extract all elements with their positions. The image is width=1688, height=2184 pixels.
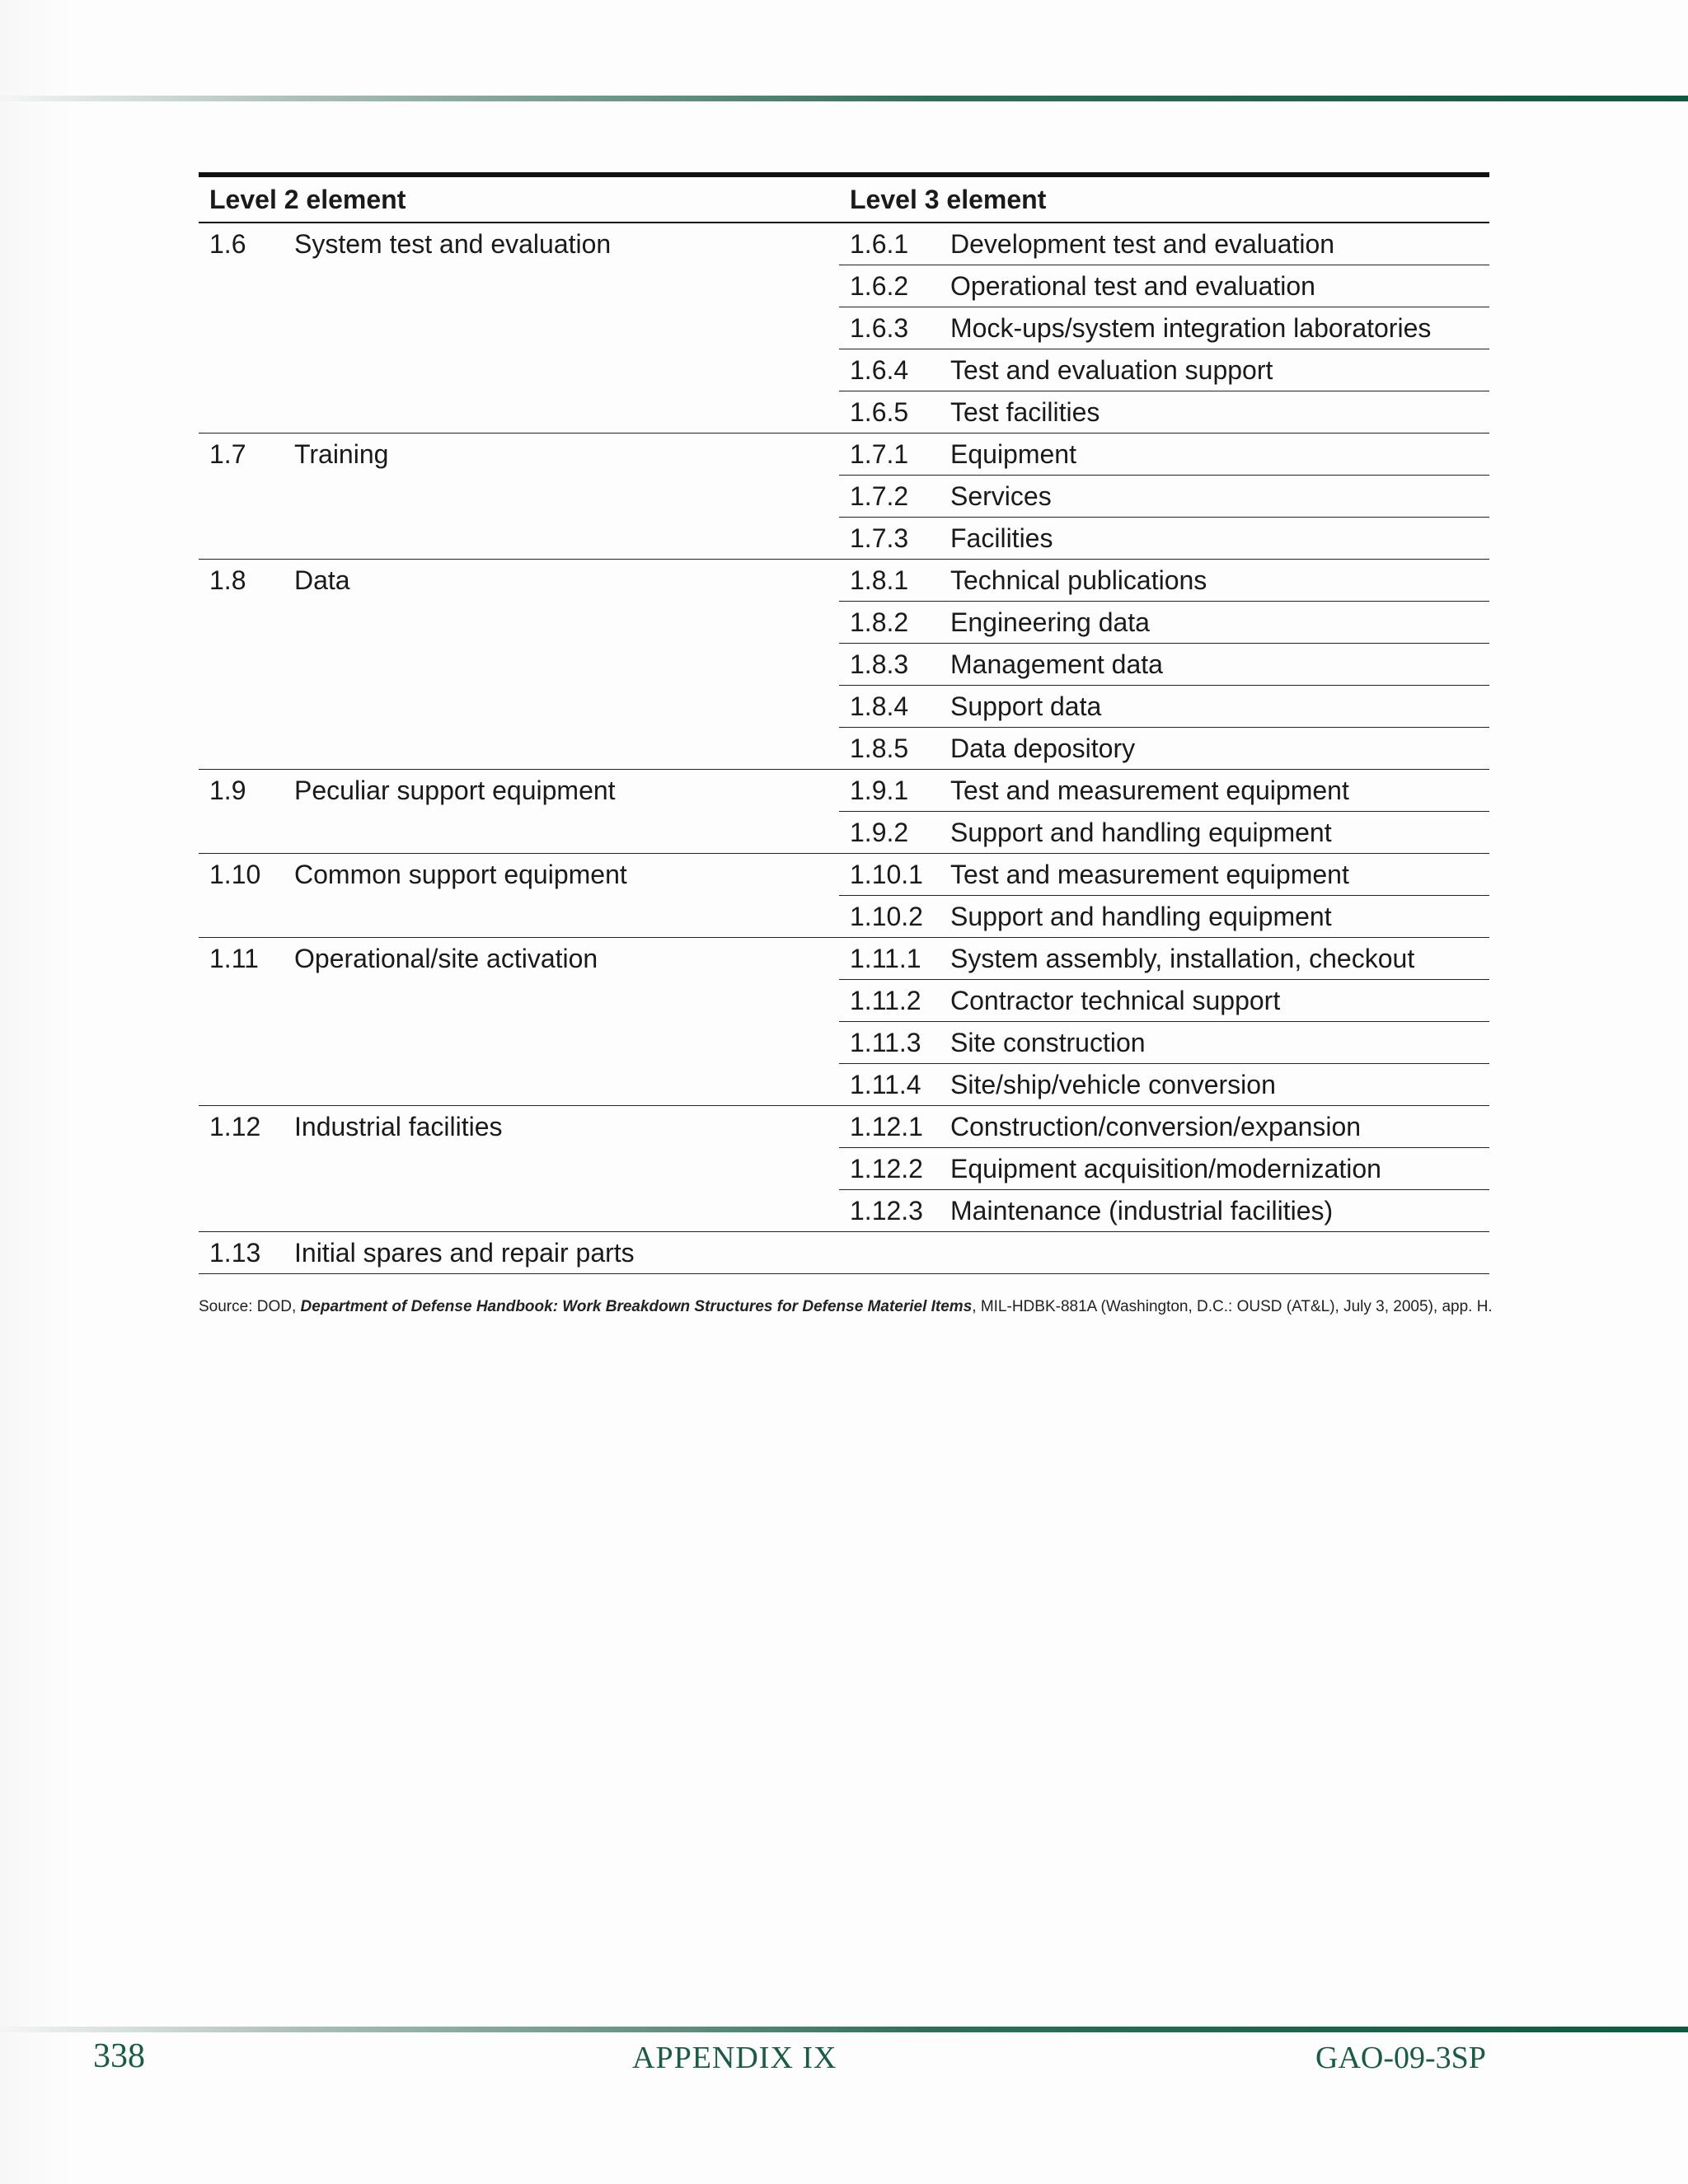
level3-cell [839, 938, 1489, 1105]
level3-cell [839, 770, 1489, 853]
table-header [199, 177, 1489, 223]
level2-cell [199, 770, 839, 853]
table-row [839, 391, 1489, 433]
table-row [839, 476, 1489, 518]
level3-name: Test and measurement equipment [950, 859, 1349, 889]
level3-name: Technical publications [950, 565, 1207, 595]
level3-name: Equipment acquisition/modernization [950, 1153, 1381, 1183]
level2-name: Common support equipment [294, 860, 627, 889]
table-row [839, 1190, 1489, 1231]
table-group [199, 434, 1489, 560]
table-row [839, 854, 1489, 896]
level3-name: Data depository [950, 733, 1136, 763]
level2-code: 1.11 [209, 944, 259, 973]
level3-name: Test and evaluation support [950, 354, 1273, 385]
footer-section: APPENDIX IX [632, 2041, 837, 2075]
table-group [199, 854, 1489, 938]
level3-code: 1.11.4 [850, 1069, 921, 1099]
level3-code: 1.9.1 [850, 775, 909, 805]
level2-code: 1.13 [209, 1238, 261, 1268]
level3-code: 1.11.2 [850, 985, 921, 1015]
header-level2: Level 2 element [209, 184, 406, 214]
level2-name: System test and evaluation [294, 229, 612, 259]
level3-name: Support and handling equipment [950, 817, 1332, 847]
table-row [839, 518, 1489, 559]
level3-name: Test facilities [950, 396, 1100, 427]
table-row [839, 434, 1489, 476]
level3-name: Mock-ups/system integration laboratories [950, 312, 1432, 343]
level2-cell [199, 223, 839, 433]
level2-name: Operational/site activation [294, 944, 598, 973]
table-group [199, 223, 1489, 434]
level3-cell [839, 560, 1489, 769]
table-row [839, 980, 1489, 1022]
level3-name: Contractor technical support [950, 985, 1281, 1015]
level3-code: 1.6.4 [850, 354, 909, 385]
table-row [839, 812, 1489, 853]
level3-code: 1.11.3 [850, 1027, 921, 1057]
level3-name: Services [950, 480, 1052, 511]
level3-code: 1.12.3 [850, 1195, 923, 1226]
level3-code: 1.12.1 [850, 1111, 923, 1141]
table-row [839, 602, 1489, 644]
table-row [839, 1106, 1489, 1148]
level3-code: 1.12.2 [850, 1153, 923, 1183]
level3-name: Support and handling equipment [950, 901, 1332, 931]
table-row [839, 686, 1489, 728]
level3-code: 1.10.1 [850, 859, 923, 889]
footer-report-id: GAO-09-3SP [1315, 2041, 1486, 2075]
level3-name: Facilities [950, 523, 1053, 553]
level2-name: Training [294, 439, 389, 469]
level3-code: 1.9.2 [850, 817, 909, 847]
level3-cell [839, 434, 1489, 559]
level2-name: Peculiar support equipment [294, 776, 616, 805]
level3-name: Operational test and evaluation [950, 270, 1315, 301]
level3-code: 1.6.3 [850, 312, 909, 343]
table-row [839, 560, 1489, 602]
level3-name: Management data [950, 649, 1163, 679]
level2-cell [199, 434, 839, 559]
table-group [199, 938, 1489, 1106]
level3-name: Test and measurement equipment [950, 775, 1349, 805]
table-row [839, 1148, 1489, 1190]
level3-name: System assembly, installation, checkout [950, 943, 1415, 973]
table-row [839, 349, 1489, 391]
table-row [839, 223, 1489, 265]
level3-code: 1.10.2 [850, 901, 923, 931]
table-row [839, 644, 1489, 686]
level2-cell [199, 1232, 839, 1273]
level2-cell [199, 938, 839, 1105]
level3-name: Engineering data [950, 607, 1150, 637]
source-suffix: , MIL-HDBK-881A (Washington, D.C.: OUSD (AT&L), July 3, 2005), app. H. [972, 1298, 1493, 1315]
level3-name: Construction/conversion/expansion [950, 1111, 1362, 1141]
level2-code: 1.9 [209, 776, 246, 805]
table-row [839, 770, 1489, 812]
table-group [199, 1106, 1489, 1232]
level3-name: Site construction [950, 1027, 1146, 1057]
level2-name: Initial spares and repair parts [294, 1238, 635, 1268]
level3-cell [839, 854, 1489, 937]
table-row [839, 896, 1489, 937]
level3-code: 1.8.5 [850, 733, 909, 763]
table-group [199, 770, 1489, 854]
level3-code: 1.8.3 [850, 649, 909, 679]
source-prefix: Source: DOD, [199, 1298, 301, 1315]
source-note [199, 1298, 1493, 1316]
level3-name: Development test and evaluation [950, 228, 1335, 259]
level2-cell [199, 560, 839, 769]
level3-empty [839, 1232, 1489, 1273]
level2-cell [199, 1106, 839, 1231]
table-row [839, 728, 1489, 769]
level2-code: 1.10 [209, 860, 261, 889]
table-row [839, 938, 1489, 980]
level2-code: 1.6 [209, 229, 246, 259]
footer-rule [0, 2027, 1688, 2032]
level2-name: Industrial facilities [294, 1112, 503, 1141]
level3-name: Maintenance (industrial facilities) [950, 1195, 1334, 1226]
wbs-table [199, 172, 1489, 1274]
level3-code: 1.7.2 [850, 480, 909, 511]
level3-code: 1.6.1 [850, 228, 909, 259]
table-row [839, 265, 1489, 307]
level3-code: 1.7.3 [850, 523, 909, 553]
level3-name: Site/ship/vehicle conversion [950, 1069, 1276, 1099]
level2-code: 1.12 [209, 1112, 261, 1141]
page-margin-shade [0, 0, 74, 2184]
header-level3: Level 3 element [850, 184, 1047, 214]
level2-cell [199, 854, 839, 937]
table-group [199, 1232, 1489, 1274]
table-row [839, 1064, 1489, 1105]
level2-code: 1.7 [209, 439, 246, 469]
level3-name: Equipment [950, 438, 1076, 469]
level3-code: 1.7.1 [850, 438, 909, 469]
level2-name: Data [294, 565, 350, 595]
level3-code: 1.6.2 [850, 270, 909, 301]
table-body [199, 223, 1489, 1274]
table-group [199, 560, 1489, 770]
level3-cell [839, 223, 1489, 433]
level3-cell [839, 1232, 1489, 1273]
level3-code: 1.6.5 [850, 396, 909, 427]
level2-code: 1.8 [209, 565, 246, 595]
level3-name: Support data [950, 691, 1102, 721]
table-row [839, 307, 1489, 349]
level3-code: 1.8.1 [850, 565, 909, 595]
source-title: Department of Defense Handbook: Work Breakdown Structures for Defense Materiel Items [300, 1298, 973, 1315]
level3-code: 1.11.1 [850, 943, 921, 973]
level3-code: 1.8.2 [850, 607, 909, 637]
table-row [839, 1022, 1489, 1064]
header-rule [0, 96, 1688, 101]
level3-cell [839, 1106, 1489, 1231]
page-number: 338 [93, 2037, 145, 2075]
level3-code: 1.8.4 [850, 691, 909, 721]
